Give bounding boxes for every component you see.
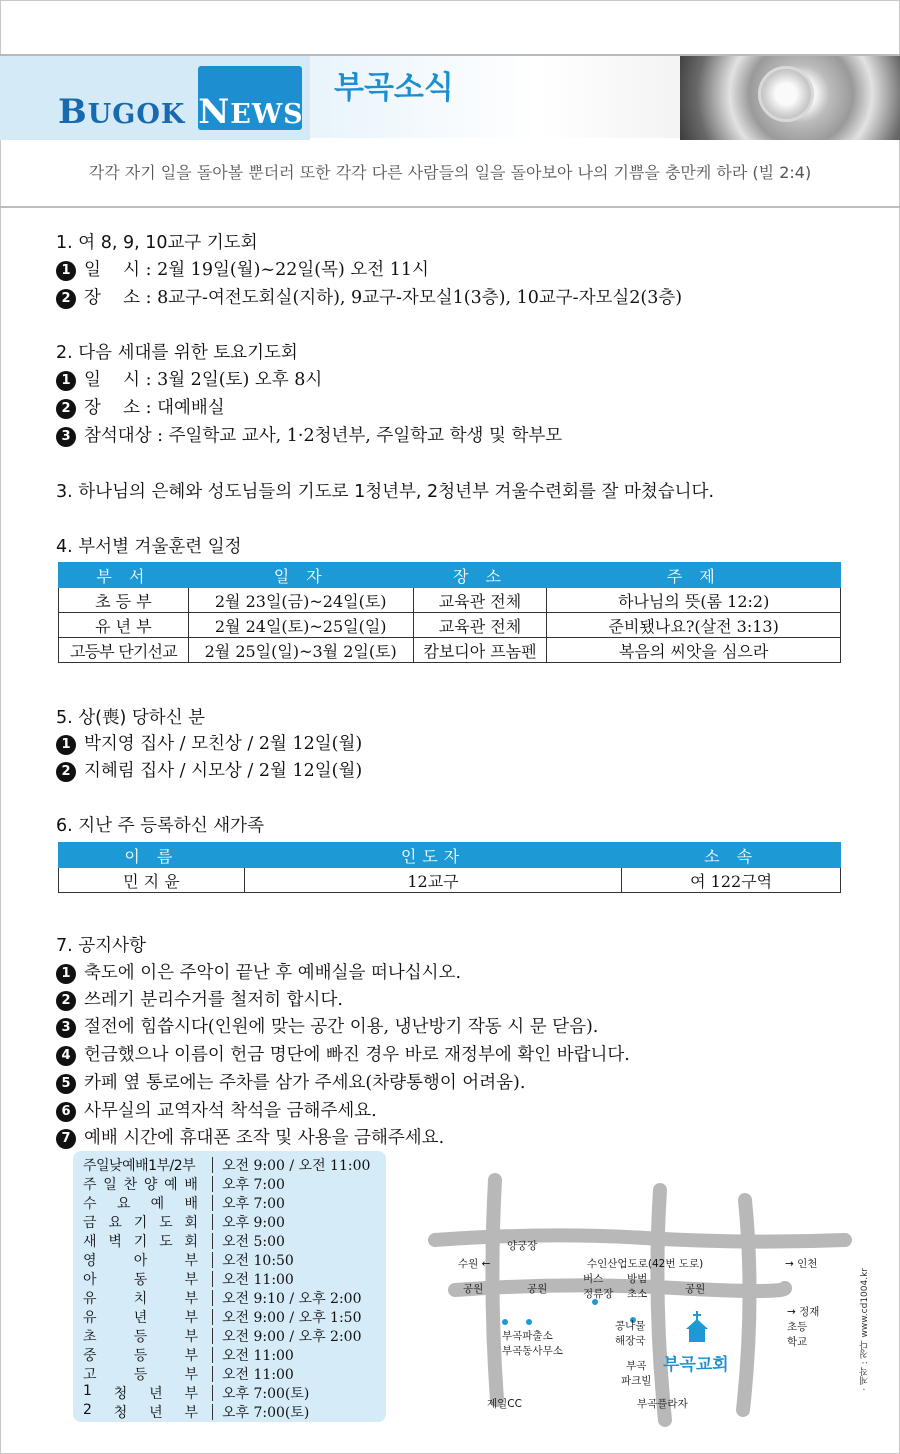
schedule-separator xyxy=(212,1176,213,1192)
logo-ews: EWS xyxy=(230,99,304,130)
schedule-time: 오전 11:00 xyxy=(222,1272,294,1288)
schedule-name-char: 1 xyxy=(83,1383,92,1399)
schedule-time: 오후 7:00(토) xyxy=(222,1405,310,1421)
notice-item xyxy=(56,1097,377,1122)
bible-verse: 각각 자기 일을 돌아볼 뿐더러 또한 각각 다른 사람들의 일을 돌아보아 나의 기쁨을 충만케 하라 (빌 2:4) xyxy=(88,163,812,182)
item-text: 일 시 : 2월 19일(월)~22일(목) 오전 11시 xyxy=(84,260,429,280)
item-text: 쓰레기 분리수거를 철저히 합시다. xyxy=(84,990,343,1010)
schedule-name-char: 찬 xyxy=(123,1177,138,1193)
section-7-title: 7. 공지사항 xyxy=(56,936,146,956)
number-badge: 2 xyxy=(56,762,76,782)
schedule-time: 오후 7:00 xyxy=(222,1177,285,1193)
table-cell: 민 지 윤 xyxy=(59,868,245,893)
schedule-name-char: 기 xyxy=(133,1215,148,1231)
schedule-name-char: 청 xyxy=(113,1405,128,1421)
map-credit: · 제작 : 청다 www.cd1004.kr xyxy=(860,1268,870,1391)
label-police-box: 방범 초소 xyxy=(627,1273,648,1300)
schedule-service-name xyxy=(83,1269,198,1289)
schedule-name-char: 아 xyxy=(83,1272,97,1288)
schedule-service-name xyxy=(83,1345,198,1365)
logo-ugok: UGOK xyxy=(87,99,186,130)
table-cell: 교육관 전체 xyxy=(413,588,547,613)
schedule-name-char: 예 xyxy=(164,1177,178,1193)
item-text: 장 소 : 8교구-여전도회실(지하), 9교구-자모실1(3층), 10교구-자모실2(3층) xyxy=(84,288,683,308)
schedule-row xyxy=(83,1212,383,1231)
schedule-separator xyxy=(212,1290,213,1306)
schedule-service-name xyxy=(83,1231,198,1251)
map-roads xyxy=(425,1170,855,1432)
schedule-separator xyxy=(212,1252,213,1268)
schedule-name-char: 부 xyxy=(184,1329,198,1345)
schedule-time: 오전 11:00 xyxy=(222,1367,294,1383)
schedule-name-char: 동 xyxy=(133,1272,148,1288)
number-badge: 3 xyxy=(56,427,76,447)
table-row xyxy=(59,638,841,663)
schedule-row xyxy=(83,1269,383,1288)
number-badge: 4 xyxy=(56,1046,76,1066)
schedule-name-char: 부 xyxy=(184,1386,198,1402)
column-header: 소 속 xyxy=(622,843,841,868)
schedule-service-name xyxy=(83,1174,198,1194)
road-right xyxy=(743,1200,750,1410)
label-park: 공원 xyxy=(527,1283,548,1295)
schedule-name-char: 2 xyxy=(83,1402,92,1418)
section-2-item xyxy=(56,394,225,419)
column-header: 장 소 xyxy=(413,563,547,588)
section-5-item xyxy=(56,757,362,782)
notice-item xyxy=(56,1069,525,1094)
schedule-name-char: 청 xyxy=(113,1386,128,1402)
schedule-service-name xyxy=(83,1250,198,1270)
office-dot xyxy=(526,1319,532,1325)
divider xyxy=(0,206,900,208)
label-incheon: → 인천 xyxy=(785,1258,818,1270)
table-cell: 12교구 xyxy=(244,868,621,893)
schedule-name-char: 일 xyxy=(103,1177,117,1193)
label-parkville: 부곡 파크빌 xyxy=(621,1360,652,1387)
schedule-separator xyxy=(212,1328,213,1344)
table-row xyxy=(59,868,841,893)
number-badge: 2 xyxy=(56,289,76,309)
number-badge: 1 xyxy=(56,964,76,984)
number-badge: 5 xyxy=(56,1074,76,1094)
church-map xyxy=(425,1170,855,1432)
schedule-row xyxy=(83,1345,383,1364)
schedule-name-char: 부 xyxy=(184,1367,198,1383)
schedule-name-char: 유 xyxy=(83,1291,97,1307)
table-header-row xyxy=(59,843,841,868)
item-text: 사무실의 교역자석 착석을 금해주세요. xyxy=(84,1101,377,1121)
police-dot xyxy=(502,1319,508,1325)
schedule-time: 오전 9:00 / 오후 1:50 xyxy=(222,1310,362,1326)
item-text: 헌금했으나 이름이 헌금 명단에 빠진 경우 바로 재정부에 확인 바랍니다. xyxy=(84,1045,630,1065)
number-badge: 1 xyxy=(56,371,76,391)
schedule-name-char: 요 xyxy=(108,1215,122,1231)
number-badge: 7 xyxy=(56,1129,76,1149)
header-photo xyxy=(680,56,900,140)
item-text: 일 시 : 3월 2일(토) 오후 8시 xyxy=(84,370,323,390)
section-2-item xyxy=(56,366,322,391)
schedule-name-char: 새 xyxy=(83,1234,97,1250)
label-branch-office: 부곡파출소 부곡동사무소 xyxy=(502,1330,563,1357)
training-table xyxy=(58,562,841,663)
schedule-time: 오전 9:10 / 오후 2:00 xyxy=(222,1291,362,1307)
schedule-name-char: 부 xyxy=(184,1310,198,1326)
section-4-title: 4. 부서별 겨울훈련 일정 xyxy=(56,537,242,557)
label-park: 공원 xyxy=(685,1283,706,1295)
schedule-name-char: 초 xyxy=(83,1329,97,1345)
schedule-service-name: 주일낮예배1부/2부 xyxy=(83,1158,196,1174)
table-cell: 유 년 부 xyxy=(59,613,189,638)
schedule-name-char: 도 xyxy=(159,1215,173,1231)
schedule-time: 오전 9:00 / 오후 2:00 xyxy=(222,1329,362,1345)
schedule-service-name xyxy=(83,1288,198,1308)
schedule-separator xyxy=(212,1157,213,1173)
schedule-service-name xyxy=(83,1402,198,1422)
schedule-service-name xyxy=(83,1383,198,1403)
table-header-row xyxy=(59,563,841,588)
notice-item xyxy=(56,959,461,984)
number-badge: 6 xyxy=(56,1102,76,1122)
number-badge: 1 xyxy=(56,261,76,281)
schedule-name-char: 배 xyxy=(184,1196,198,1212)
table-cell: 교육관 전체 xyxy=(413,613,547,638)
section-6-title: 6. 지난 주 등록하신 새가족 xyxy=(56,816,264,836)
section-5-title: 5. 상(喪) 당하신 분 xyxy=(56,708,206,728)
schedule-name-char: 부 xyxy=(184,1291,198,1307)
notice-item xyxy=(56,1041,630,1066)
section-2-title: 2. 다음 세대를 위한 토요기도회 xyxy=(56,343,298,363)
table-cell: 여 122구역 xyxy=(622,868,841,893)
notice-item xyxy=(56,986,343,1011)
item-text: 카페 옆 통로에는 주차를 삼가 주세요(차량통행이 어려움). xyxy=(84,1073,526,1093)
schedule-name-char: 아 xyxy=(133,1253,148,1269)
schedule-row xyxy=(83,1402,383,1421)
section-5-item xyxy=(56,730,362,755)
table-cell: 2월 23일(금)~24일(토) xyxy=(188,588,413,613)
schedule-name-char: 회 xyxy=(184,1234,198,1250)
schedule-name-char: 수 xyxy=(83,1196,97,1212)
schedule-time: 오전 5:00 xyxy=(222,1234,285,1250)
schedule-time: 오전 9:00 / 오전 11:00 xyxy=(222,1158,371,1174)
schedule-row xyxy=(83,1326,383,1345)
church-icon xyxy=(686,1311,708,1342)
worship-schedule-box xyxy=(73,1151,386,1422)
schedule-name-char: 도 xyxy=(159,1234,173,1250)
schedule-row xyxy=(83,1250,383,1269)
number-badge: 3 xyxy=(56,1018,76,1038)
label-plaza: 부곡플라자 xyxy=(637,1398,688,1410)
notice-item xyxy=(56,1124,444,1149)
section-1-item xyxy=(56,256,429,281)
schedule-name-char: 회 xyxy=(184,1215,198,1231)
schedule-name-char: 년 xyxy=(133,1310,148,1326)
table-cell: 고등부 단기선교 xyxy=(59,638,189,663)
schedule-name-char: 영 xyxy=(83,1253,97,1269)
item-text: 박지영 집사 / 모친상 / 2월 12일(월) xyxy=(84,734,363,754)
newcomer-table xyxy=(58,842,841,893)
label-restaurant: 콩나물 해장국 xyxy=(615,1320,646,1347)
schedule-service-name xyxy=(83,1212,198,1232)
schedule-separator xyxy=(212,1404,213,1420)
schedule-time: 오후 7:00(토) xyxy=(222,1386,310,1402)
label-suwon: 수원 ← xyxy=(458,1258,491,1270)
stump-ring xyxy=(758,66,814,122)
column-header: 주 제 xyxy=(547,563,841,588)
schedule-time: 오전 10:50 xyxy=(222,1253,294,1269)
schedule-separator xyxy=(212,1195,213,1211)
schedule-separator xyxy=(212,1271,213,1287)
schedule-row xyxy=(83,1155,383,1174)
table-cell: 복음의 씨앗을 심으라 xyxy=(547,638,841,663)
schedule-service-name xyxy=(83,1326,198,1346)
schedule-name-char: 년 xyxy=(149,1386,163,1402)
section-1-title: 1. 여 8, 9, 10교구 기도회 xyxy=(56,233,258,253)
label-archery: 양궁장 xyxy=(507,1240,538,1252)
schedule-row xyxy=(83,1364,383,1383)
label-school: → 정재 초등 학교 xyxy=(787,1306,820,1348)
number-badge: 2 xyxy=(56,991,76,1011)
number-badge: 2 xyxy=(56,399,76,419)
schedule-service-name xyxy=(83,1364,198,1384)
road-left xyxy=(492,1180,497,1400)
label-bus-stop: 버스 정류장 xyxy=(583,1273,614,1300)
schedule-time: 오전 11:00 xyxy=(222,1348,294,1364)
item-text: 참석대상 : 주일학교 교사, 1·2청년부, 주일학교 학생 및 학부모 xyxy=(84,426,563,446)
number-badge: 1 xyxy=(56,735,76,755)
schedule-name-char: 주 xyxy=(83,1177,97,1193)
road-lower xyxy=(455,1285,785,1291)
column-header: 일 자 xyxy=(188,563,413,588)
schedule-name-char: 등 xyxy=(133,1367,148,1383)
schedule-name-char: 중 xyxy=(83,1348,97,1364)
schedule-time: 오후 7:00 xyxy=(222,1196,285,1212)
logo-n: N xyxy=(198,92,231,132)
item-text: 장 소 : 대예배실 xyxy=(84,398,225,418)
schedule-name-char: 부 xyxy=(184,1253,198,1269)
table-cell: 2월 24일(토)~25일(일) xyxy=(188,613,413,638)
schedule-name-char: 치 xyxy=(133,1291,148,1307)
schedule-name-char: 등 xyxy=(133,1348,148,1364)
schedule-separator xyxy=(212,1233,213,1249)
header-banner xyxy=(0,54,900,138)
schedule-row xyxy=(83,1231,383,1250)
schedule-name-char: 배 xyxy=(184,1177,198,1193)
table-cell: 준비됐나요?(살전 3:13) xyxy=(547,613,841,638)
schedule-separator xyxy=(212,1309,213,1325)
schedule-separator xyxy=(212,1347,213,1363)
schedule-name-char: 금 xyxy=(83,1215,97,1231)
schedule-name-char: 기 xyxy=(133,1234,148,1250)
notice-item xyxy=(56,1013,598,1038)
schedule-name-char: 양 xyxy=(143,1177,158,1193)
label-church: 부곡교회 xyxy=(663,1355,729,1375)
table-cell: 캄보디아 프놈펜 xyxy=(413,638,547,663)
column-header: 부 서 xyxy=(59,563,189,588)
item-text: 절전에 힘씁시다(인원에 맞는 공간 이용, 냉난방기 작동 시 문 닫음). xyxy=(84,1017,599,1037)
table-cell: 하나님의 뜻(롬 12:2) xyxy=(547,588,841,613)
table-row xyxy=(59,588,841,613)
schedule-separator xyxy=(212,1385,213,1401)
schedule-name-char: 유 xyxy=(83,1310,97,1326)
item-text: 지혜림 집사 / 시모상 / 2월 12일(월) xyxy=(84,761,363,781)
item-text: 예배 시간에 휴대폰 조작 및 사용을 금해주세요. xyxy=(84,1128,445,1148)
schedule-service-name xyxy=(83,1307,198,1327)
schedule-name-char: 등 xyxy=(133,1329,148,1345)
label-jeil-cc: 제일CC xyxy=(487,1398,522,1410)
schedule-name-char: 부 xyxy=(184,1348,198,1364)
section-3-title: 3. 하나님의 은혜와 성도님들의 기도로 1청년부, 2청년부 겨울수련회를 잘 마쳤습니다. xyxy=(56,482,715,502)
schedule-name-char: 요 xyxy=(116,1196,131,1212)
schedule-row xyxy=(83,1288,383,1307)
schedule-name-char: 년 xyxy=(149,1405,163,1421)
schedule-service-name xyxy=(83,1193,198,1213)
section-1-item xyxy=(56,284,682,309)
schedule-name-char: 부 xyxy=(184,1272,198,1288)
column-header: 이 름 xyxy=(59,843,245,868)
schedule-separator xyxy=(212,1214,213,1230)
schedule-name-char: 예 xyxy=(150,1196,165,1212)
page-title: 부곡소식 xyxy=(334,70,454,106)
column-header: 인도자 xyxy=(244,843,621,868)
schedule-time: 오후 9:00 xyxy=(222,1215,285,1231)
label-park: 공원 xyxy=(463,1283,484,1295)
schedule-row xyxy=(83,1193,383,1212)
logo-b: B xyxy=(58,92,88,132)
logo-text xyxy=(58,92,304,132)
schedule-name-char: 벽 xyxy=(108,1234,122,1250)
schedule-row xyxy=(83,1307,383,1326)
table-row xyxy=(59,613,841,638)
schedule-row xyxy=(83,1174,383,1193)
section-2-item xyxy=(56,422,562,447)
label-road: 수인산업도로(42번 도로) xyxy=(587,1258,704,1270)
table-cell: 초 등 부 xyxy=(59,588,189,613)
table-cell: 2월 25일(일)~3월 2일(토) xyxy=(188,638,413,663)
schedule-name-char: 부 xyxy=(184,1405,198,1421)
schedule-separator xyxy=(212,1366,213,1382)
schedule-name-char: 고 xyxy=(83,1367,97,1383)
road-center xyxy=(657,1190,665,1420)
schedule-row xyxy=(83,1383,383,1402)
item-text: 축도에 이은 주악이 끝난 후 예배실을 떠나십시오. xyxy=(84,963,462,983)
